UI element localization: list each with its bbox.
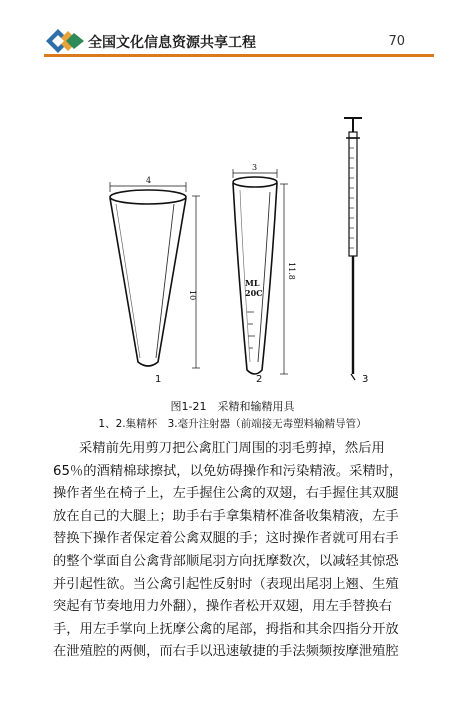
paragraph-line: 的整个掌面自公禽背部顺尾羽方向抚摩数次，以减轻其惊恐 <box>53 553 399 569</box>
header-title: 全国文化信息资源共享工程 <box>88 35 256 51</box>
tube-marking-ml: ML <box>245 278 260 288</box>
paragraph-line: 65％的酒精棉球擦拭，以免妨碍操作和污染精液。采精时， <box>53 463 403 479</box>
page-number: 70 <box>388 34 405 49</box>
paragraph-line: 突起有节奏地用力外翻），操作者松开双翅，用左手替换右 <box>53 599 393 615</box>
page-header <box>0 0 465 62</box>
paragraph-line: 放在自己的大腿上；助手右手拿集精杯准备收集精液，左手 <box>53 508 399 524</box>
cup2-height-label: 11.8 <box>287 262 296 280</box>
paragraph-line: 操作者坐在椅子上，左手握住公禽的双翅，右手握住其双腿 <box>53 486 399 502</box>
collecting-cup-2 <box>233 169 288 374</box>
figure-caption-title: 图1-21 采精和输精用具 <box>170 400 295 413</box>
collecting-cup-1 <box>110 182 200 368</box>
figure-caption-subtitle: 1、2.集精杯 3.毫升注射器（前端接无毒塑料输精导管） <box>98 418 367 430</box>
body-paragraph <box>53 438 439 664</box>
figure-number-3: 3 <box>362 374 369 385</box>
tube-marking-temp: 20C <box>245 288 263 298</box>
paragraph-line: 并引起性欲。当公禽引起性反射时（表现出尾羽上翘、生殖 <box>53 576 399 592</box>
figure-number-2: 2 <box>256 374 263 385</box>
cup1-width-label: 4 <box>146 176 152 185</box>
paragraph-line: 替换下操作者保定着公禽双腿的手；这时操作者就可用右手 <box>53 531 399 547</box>
figure-number-1: 1 <box>155 374 162 385</box>
paragraph-line: 手，用左手掌向上抚摩公禽的尾部，拇指和其余四指分开放 <box>53 621 399 637</box>
paragraph-line: 在泄殖腔的两侧，而右手以迅速敏捷的手法频频按摩泄殖腔 <box>53 644 399 660</box>
paragraph-line: 采精前先用剪刀把公禽肛门周围的羽毛剪掉，然后用 <box>79 441 385 456</box>
cup1-height-label: 10 <box>188 290 197 301</box>
cup2-width-label: 3 <box>252 163 258 172</box>
figure-illustration <box>100 112 390 394</box>
header-rule <box>44 54 434 57</box>
logo-icon <box>44 27 86 55</box>
syringe <box>344 118 362 380</box>
